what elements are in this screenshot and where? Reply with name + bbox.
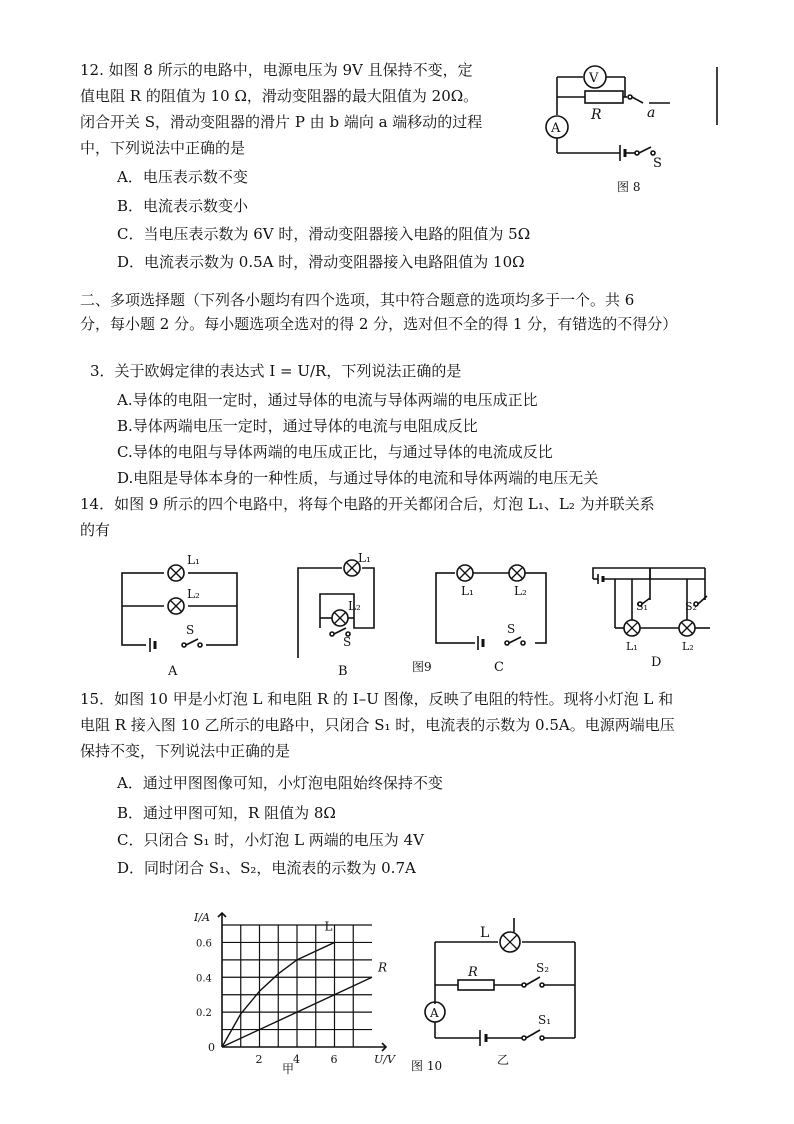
svg-text:L₂: L₂ [514,584,527,598]
section-2-heading-line-1: 二、多项选择题（下列各小题均有四个选项，其中符合题意的选项均多于一个。共 6 [80,291,635,309]
x-tick-label: 2 [255,1053,263,1066]
x-tick-label: 6 [330,1053,338,1066]
figure-8-caption: 图 8 [617,180,641,194]
chart-grid [222,925,372,1047]
svg-text:S₁: S₁ [538,1013,552,1027]
x-axis-label: U/V [374,1053,395,1066]
q12-stem-line-3: 闭合开关 S，滑动变阻器的滑片 P 由 b 端向 a 端移动的过程 [80,113,483,131]
figure-9-circuits [110,548,740,678]
svg-text:S₁: S₁ [636,600,648,613]
switch-label: S [653,156,662,171]
svg-text:A: A [430,1006,439,1020]
x-tick-label: 4 [293,1053,300,1066]
q12-option-b: B．电流表示数变小 [117,197,249,215]
ammeter-label: A [551,121,561,136]
svg-text:L₂: L₂ [187,587,200,601]
svg-text:L₁: L₁ [626,640,638,653]
q12-option-d: D．电流表示数为 0.5A 时，滑动变阻器接入电路阻值为 10Ω [117,253,525,271]
q14-stem-line-2: 的有 [80,521,111,539]
end-a-label: a [647,105,656,121]
q13-option-c: C.导体的电阻与导体两端的电压成正比，与通过导体的电流成反比 [117,443,553,461]
q15-stem-line-3: 保持不变，下列说法中正确的是 [80,742,291,760]
q15-option-d: D．同时闭合 S₁、S₂，电流表的示数为 0.7A [117,859,416,877]
svg-text:L₁: L₁ [358,551,371,565]
origin-label: 0 [208,1041,215,1054]
q15-option-a: A．通过甲图图像可知，小灯泡电阻始终保持不变 [117,774,443,792]
svg-text:L₁: L₁ [187,553,200,567]
series-L-label: L [324,919,333,934]
circuit-c-label: C [494,660,504,675]
figure-10-jia-label: 甲 [282,1062,295,1076]
circuit-c [436,565,546,675]
y-tick-label: 0.6 [196,938,212,950]
circuit-b-label: B [338,664,348,679]
svg-text:L₂: L₂ [348,599,361,613]
circuit-a-label: A [168,664,178,679]
svg-text:L₂: L₂ [682,640,694,653]
figure-10-caption: 图 10 [411,1059,443,1073]
y-tick-label: 0.2 [196,1008,212,1020]
svg-text:L₁: L₁ [461,584,474,598]
y-axis-label: I/A [194,911,210,924]
q13-option-a: A.导体的电阻一定时，通过导体的电流与导体两端的电压成正比 [117,391,538,409]
q15-option-b: B．通过甲图可知，R 阻值为 8Ω [117,804,336,822]
q13-stem: 3．关于欧姆定律的表达式 I = U/R，下列说法正确的是 [90,362,462,380]
q12-stem-line-2: 值电阻 R 的阻值为 10 Ω，滑动变阻器的最大阻值为 20Ω。 [80,87,479,105]
svg-text:S₂: S₂ [685,600,697,613]
figure-9-caption: 图9 [412,660,432,674]
q12-option-a: A．电压表示数不变 [117,168,248,186]
q15-stem-line-2: 电阻 R 接入图 10 乙所示的电路中，只闭合 S₁ 时，电流表的示数为 0.5A。电源两端电压 [80,716,675,734]
voltmeter-label: V [589,71,599,86]
figure-8-circuit [535,55,735,195]
q13-option-d: D.电阻是导体本身的一种性质，与通过导体的电流和导体两端的电压无关 [117,469,599,487]
svg-text:S: S [343,635,352,649]
q12-option-c: C．当电压表示数为 6V 时，滑动变阻器接入电路的阻值为 5Ω [117,225,531,243]
q15-stem-line-1: 15．如图 10 甲是小灯泡 L 和电阻 R 的 I–U 图像，反映了电阻的特性。现将小灯泡 L 和 [80,690,674,708]
resistor-symbol [585,91,623,103]
svg-text:R: R [468,965,478,980]
q15-option-c: C．只闭合 S₁ 时，小灯泡 L 两端的电压为 4V [117,831,424,849]
circuit-d [593,568,710,670]
svg-text:S: S [507,622,516,636]
y-tick-label: 0.4 [196,973,212,985]
resistor-label: R [591,107,602,123]
figure-10-iu-chart [180,905,400,1085]
q12-stem-line-4: 中，下列说法中正确的是 [80,139,246,157]
resistor-r-symbol [458,980,494,990]
series-R-label: R [378,960,388,975]
circuit-d-label: D [651,655,662,670]
q14-stem-line-1: 14．如图 9 所示的四个电路中，将每个电路的开关都闭合后，灯泡 L₁、L₂ 为并联关系 [80,495,655,513]
chart-text [193,911,396,1066]
figure-10-yi-label: 乙 [497,1053,510,1067]
q12-stem-line-1: 12. 如图 8 所示的电路中，电源电压为 9V 且保持不变，定 [80,61,473,79]
svg-text:L: L [480,925,490,941]
figure-10-circuit [420,900,590,1070]
q13-option-b: B.导体两端电压一定时，通过导体的电流与电阻成反比 [117,417,478,435]
circuit-b [298,551,374,679]
section-2-heading-line-2: 分，每小题 2 分。每小题选项全选对的得 2 分，选对但不全的得 1 分，有错选的不得分） [80,315,678,333]
svg-text:S: S [186,623,195,637]
svg-text:S₂: S₂ [536,961,550,975]
circuit-a [122,553,237,679]
